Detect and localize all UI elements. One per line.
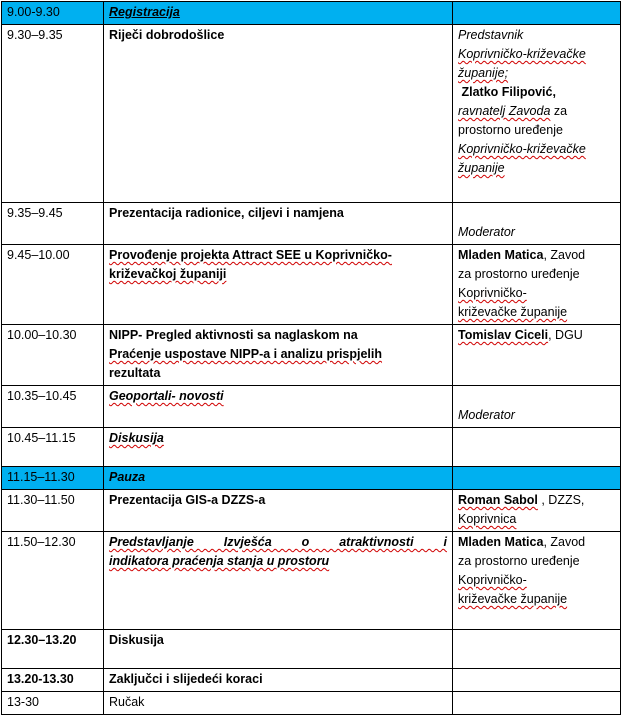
time-cell: 13-30 xyxy=(2,692,104,715)
time-cell: 9.45–10.00 xyxy=(2,245,104,325)
time-cell: 9.30–9.35 xyxy=(2,25,104,203)
session-title: Zaključci i slijedeći koraci xyxy=(109,672,263,686)
time-cell: 13.20-13.30 xyxy=(2,669,104,692)
speaker-cell xyxy=(453,386,621,428)
speaker-role: ravnatelj Zavoda xyxy=(458,104,551,118)
table-row xyxy=(2,386,621,428)
time-cell: 11.15–11.30 xyxy=(2,467,104,490)
speaker-name: Tomislav Ciceli xyxy=(458,328,549,342)
session-title: Praćenje uspostave NIPP-a i analizu prispjelih xyxy=(109,347,383,361)
speaker-line: županije xyxy=(458,161,505,175)
table-row xyxy=(2,203,621,245)
speaker-line: Koprivničko- xyxy=(458,286,527,300)
speaker-cell xyxy=(453,692,621,715)
speaker-cell xyxy=(453,532,621,630)
session-title: Prezentacija radionice, ciljevi i namjena xyxy=(109,206,344,220)
title-cell xyxy=(104,692,453,715)
title-cell xyxy=(104,325,453,386)
session-title: NIPP- Pregled aktivnosti sa naglaskom na xyxy=(109,328,358,342)
speaker-cell xyxy=(453,25,621,203)
speaker-line: za xyxy=(550,104,568,118)
table-row xyxy=(2,2,621,25)
title-cell xyxy=(104,428,453,467)
session-title: Riječi dobrodošlice xyxy=(109,28,225,42)
session-title: indikatora praćenja stanja u prostoru xyxy=(109,554,330,568)
title-cell xyxy=(104,25,453,203)
speaker-cell xyxy=(453,2,621,25)
speaker-line: Koprivničko-križevačke xyxy=(458,142,586,156)
agenda-table xyxy=(1,1,621,715)
time-cell: 10.45–11.15 xyxy=(2,428,104,467)
speaker-name: Roman Sabol xyxy=(458,493,538,507)
table-row xyxy=(2,428,621,467)
table-row xyxy=(2,467,621,490)
table-row xyxy=(2,490,621,532)
title-cell xyxy=(104,490,453,532)
time-cell: 11.30–11.50 xyxy=(2,490,104,532)
speaker-line: za prostorno uređenje xyxy=(458,554,580,568)
time-cell: 9.35–9.45 xyxy=(2,203,104,245)
title-cell xyxy=(104,203,453,245)
session-title: Geoportali- novosti xyxy=(109,389,224,403)
table-row xyxy=(2,25,621,203)
title-cell xyxy=(104,2,453,25)
speaker-cell xyxy=(453,245,621,325)
speaker-cell xyxy=(453,467,621,490)
speaker-line: Predstavnik xyxy=(458,28,524,42)
speaker-cell xyxy=(453,630,621,669)
title-cell xyxy=(104,630,453,669)
speaker-line: križevačke županije xyxy=(458,305,568,319)
session-title: Diskusija xyxy=(109,431,164,445)
speaker-cell xyxy=(453,203,621,245)
speaker-line: Koprivničko- xyxy=(458,573,527,587)
session-title: rezultata xyxy=(109,366,161,380)
title-cell xyxy=(104,467,453,490)
time-cell: 10.00–10.30 xyxy=(2,325,104,386)
session-title: Predstavljanje Izvješća o atraktivnosti i xyxy=(109,535,447,549)
title-cell xyxy=(104,245,453,325)
speaker-line: , Zavod xyxy=(543,535,586,549)
speaker-name: Zlatko Filipović, xyxy=(461,85,556,99)
speaker-cell xyxy=(453,669,621,692)
session-title: Provođenje projekta Attract SEE u Koprivničko- xyxy=(109,248,392,262)
speaker-cell xyxy=(453,428,621,467)
speaker-line: Koprivnica xyxy=(458,512,517,526)
session-title: Prezentacija GIS-a DZZS-a xyxy=(109,493,266,507)
table-row xyxy=(2,692,621,715)
speaker-name: Mladen Matica xyxy=(458,535,544,549)
speaker-line: , DZZS, xyxy=(537,493,585,507)
time-cell: 10.35–10.45 xyxy=(2,386,104,428)
time-cell: 11.50–12.30 xyxy=(2,532,104,630)
table-row xyxy=(2,325,621,386)
speaker-line: za prostorno uređenje xyxy=(458,267,580,281)
title-cell xyxy=(104,532,453,630)
session-title: Diskusija xyxy=(109,633,164,647)
speaker-line: križevačke županije xyxy=(458,592,568,606)
speaker-cell xyxy=(453,490,621,532)
session-title: Pauza xyxy=(109,470,146,484)
table-row xyxy=(2,669,621,692)
table-row xyxy=(2,630,621,669)
session-title: križevačkoj županiji xyxy=(109,267,227,281)
speaker-line: Koprivničko-križevačke xyxy=(458,47,586,61)
table-row xyxy=(2,245,621,325)
table-row xyxy=(2,532,621,630)
speaker-line: Moderator xyxy=(458,408,515,422)
session-title: Registracija xyxy=(109,5,180,19)
speaker-name: Mladen Matica xyxy=(458,248,544,262)
speaker-line: , DGU xyxy=(548,328,583,342)
speaker-line: prostorno uređenje xyxy=(458,123,563,137)
speaker-line: županije; xyxy=(458,66,509,80)
speaker-cell xyxy=(453,325,621,386)
title-cell xyxy=(104,669,453,692)
session-title: Ručak xyxy=(109,695,145,709)
speaker-line: Moderator xyxy=(458,225,515,239)
time-cell: 9.00-9.30 xyxy=(2,2,104,25)
time-cell: 12.30–13.20 xyxy=(2,630,104,669)
speaker-line: , Zavod xyxy=(543,248,586,262)
title-cell xyxy=(104,386,453,428)
